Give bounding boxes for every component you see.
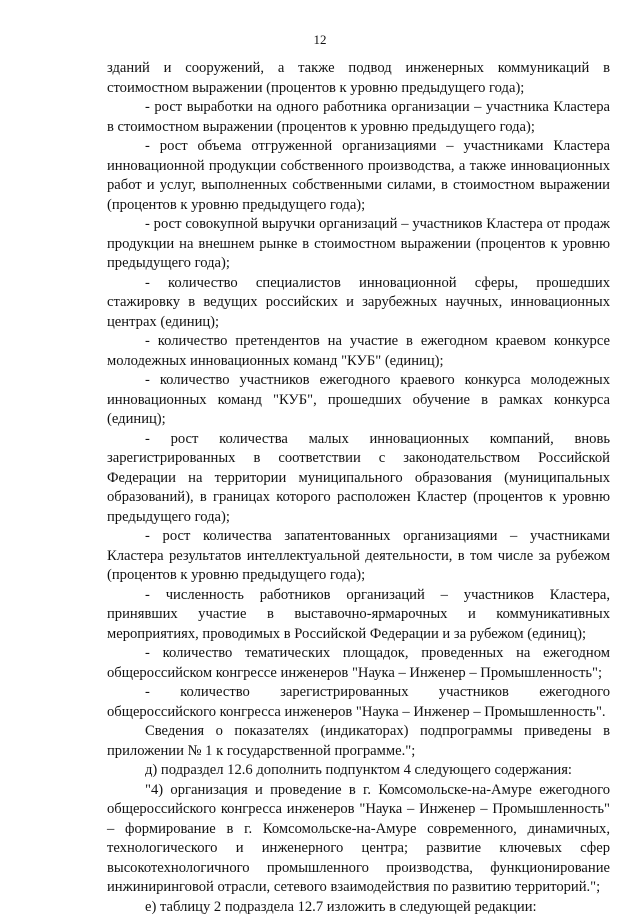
paragraph-indicators-reference: Сведения о показателях (индикаторах) подпрограммы приведены в приложении № 1 к государственной программе.";: [107, 722, 610, 761]
paragraph-external-market-revenue: - рост совокупной выручки организаций – участников Кластера от продаж продукции на внешнем рынке в стоимостном выражении (процентов к уровню предыдущего года);: [107, 215, 610, 274]
paragraph-amendment-e: е) таблицу 2 подраздела 12.7 изложить в следующей редакции:: [107, 898, 610, 917]
page-number: 12: [0, 32, 640, 48]
paragraph-small-innovative-companies: - рост количества малых инновационных компаний, вновь зарегистрированных в соответствии с законодательством Российской Федерации на территории муниципального образования (муниципальных образований), в границах которого расположен Кластер (процентов к уровню предыдущего года);: [107, 430, 610, 528]
paragraph-continuation: зданий и сооружений, а также подвод инженерных коммуникаций в стоимостном выражении (процентов к уровню предыдущего года);: [107, 59, 610, 98]
paragraph-exhibition-participants: - численность работников организаций – участников Кластера, принявших участие в выставочно-ярмарочных и коммуникативных мероприятиях, проводимых в Российской Федерации и за рубежом (единиц);: [107, 586, 610, 645]
paragraph-internship-specialists: - количество специалистов инновационной сферы, прошедших стажировку в ведущих российских и зарубежных научных, инновационных центрах (единиц);: [107, 274, 610, 333]
paragraph-innovative-products-volume: - рост объема отгруженной организациями – участниками Кластера инновационной продукции собственного производства, а также инновационных работ и услуг, выполненных собственными силами, в стоимостном выражении (процентов к уровню предыдущего года);: [107, 137, 610, 215]
paragraph-amendment-d: д) подраздел 12.6 дополнить подпунктом 4 следующего содержания:: [107, 761, 610, 781]
paragraph-kub-trained-participants: - количество участников ежегодного краевого конкурса молодежных инновационных команд "КУБ", прошедших обучение в рамках конкурса (единиц);: [107, 371, 610, 430]
paragraph-congress-participants: - количество зарегистрированных участников ежегодного общероссийского конгресса инженеров "Наука – Инженер – Промышленность".: [107, 683, 610, 722]
document-body: [107, 59, 610, 917]
paragraph-congress-subitem: "4) организация и проведение в г. Комсомольске-на-Амуре ежегодного общероссийского конгресса инженеров "Наука – Инженер – Промышленность" – формирование в г. Комсомольске-на-Амуре современного, динамичных, технологического и инженерного центра; развитие ключевых сфер высокотехнологичного промышленного производства, функционирование инжиниринговой отрасли, сетевого взаимодействия по развитию территорий.";: [107, 781, 610, 898]
paragraph-output-per-worker: - рост выработки на одного работника организации – участника Кластера в стоимостном выражении (процентов к уровню предыдущего года);: [107, 98, 610, 137]
paragraph-kub-applicants: - количество претендентов на участие в ежегодном краевом конкурсе молодежных инновационных команд "КУБ" (единиц);: [107, 332, 610, 371]
paragraph-patented-results: - рост количества запатентованных организациями – участниками Кластера результатов интеллектуальной деятельности, в том числе за рубежом (процентов к уровню предыдущего года);: [107, 527, 610, 586]
paragraph-thematic-platforms: - количество тематических площадок, проведенных на ежегодном общероссийском конгрессе инженеров "Наука – Инженер – Промышленность";: [107, 644, 610, 683]
